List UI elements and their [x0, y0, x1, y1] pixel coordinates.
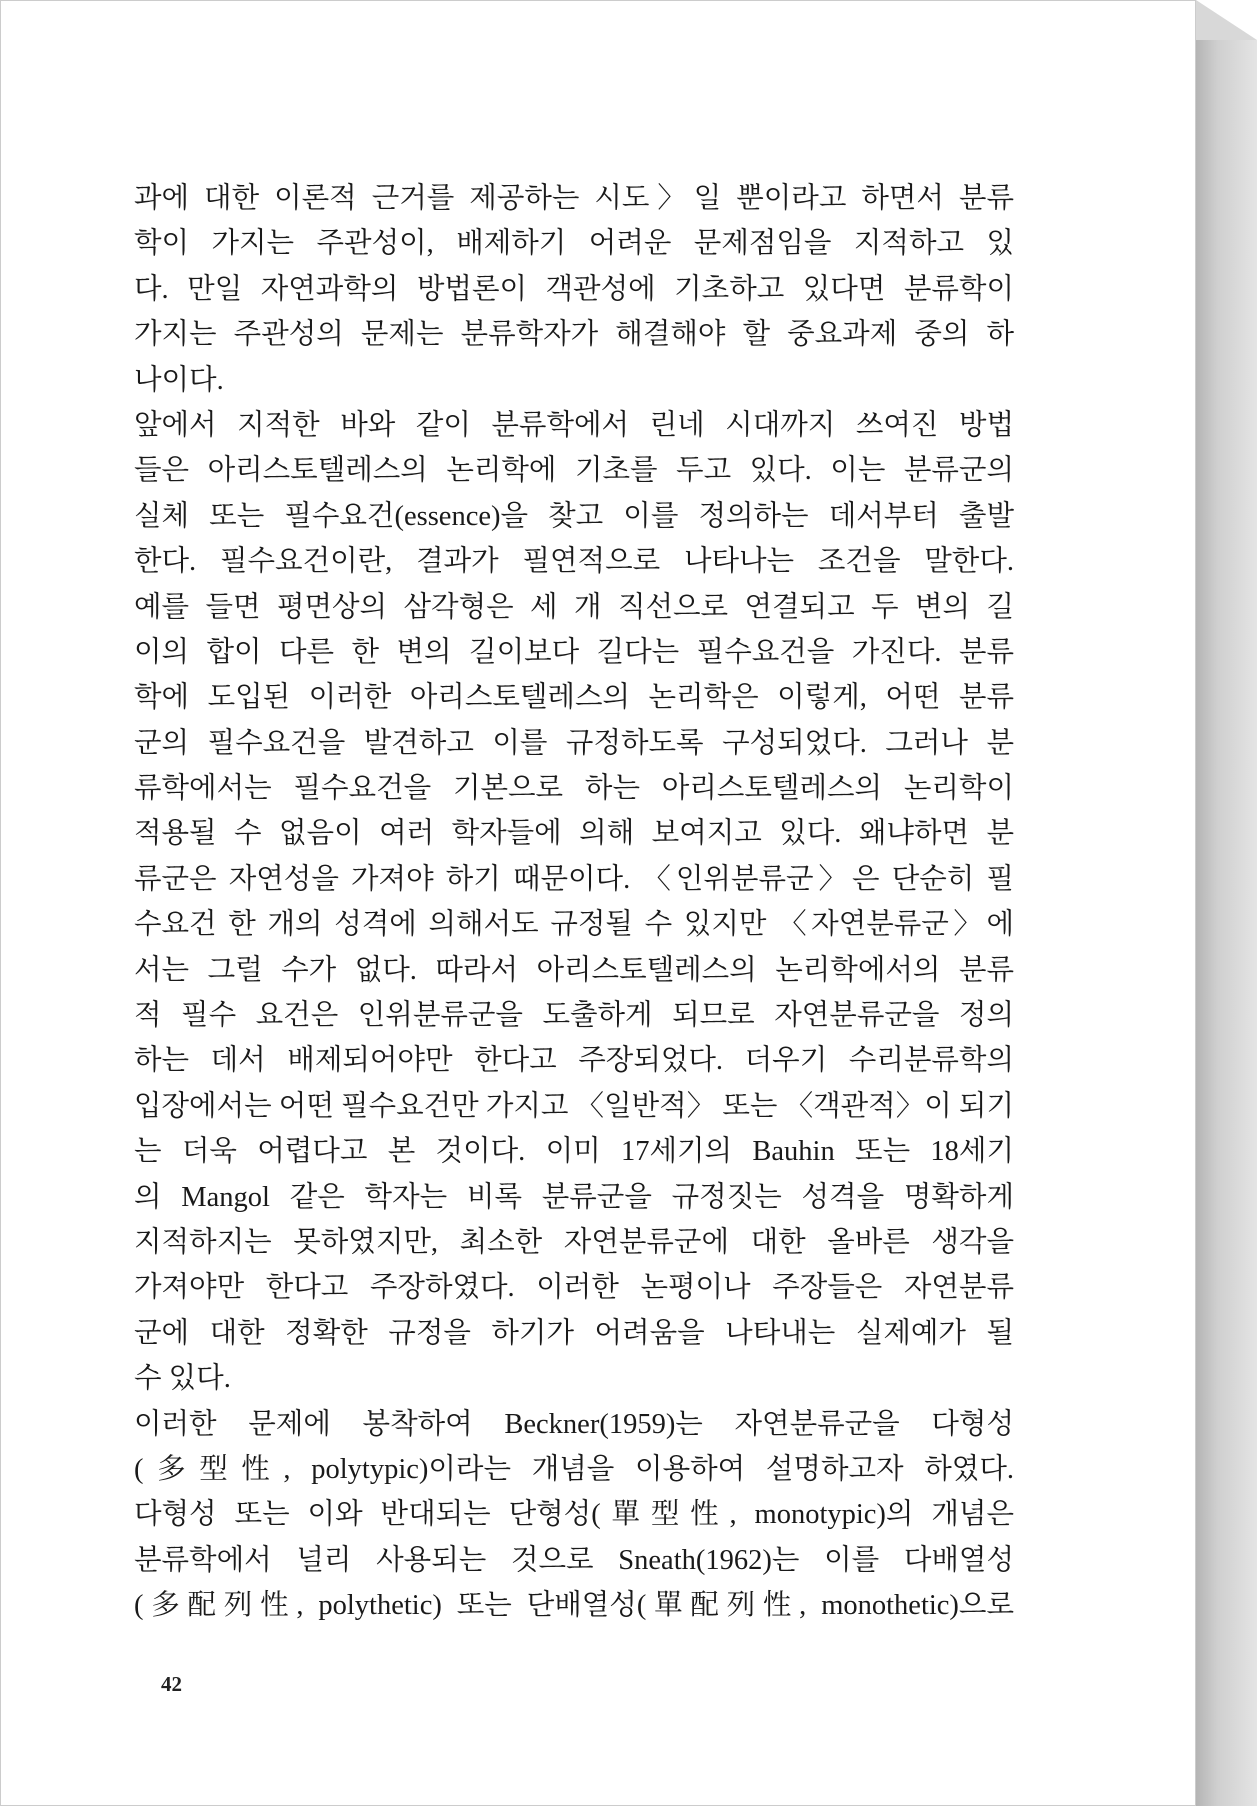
text-line: (多配列性, polythetic) 또는 단배열성(單配列性, monothetic)으로: [134, 1590, 1014, 1622]
body-text: [134, 176, 1014, 1629]
text-line: 입장에서는 어떤 필수요건만 가지고 〈일반적〉 또는 〈객관적〉이 되기: [134, 1090, 1014, 1122]
text-line: 이러한 문제에 봉착하여 Beckner(1959)는 자연분류군을 다형성: [134, 1408, 1014, 1440]
text-line: 류군은 자연성을 가져야 하기 때문이다. 〈인위분류군〉은 단순히 필: [134, 863, 1014, 895]
text-line: 나이다.: [134, 364, 224, 396]
text-line: 과에 대한 이론적 근거를 제공하는 시도〉일 뿐이라고 하면서 분류: [134, 183, 1014, 214]
text-line: 학에 도입된 이러한 아리스토텔레스의 논리학은 이렇게, 어떤 분류: [134, 682, 1014, 714]
text-line: 서는 그럴 수가 없다. 따라서 아리스토텔레스의 논리학에서의 분류: [134, 954, 1014, 986]
text-line: 이의 합이 다른 한 변의 길이보다 길다는 필수요건을 가진다. 분류: [134, 636, 1014, 668]
text-line: 한다. 필수요건이란, 결과가 필연적으로 나타나는 조건을 말한다.: [134, 546, 1014, 578]
page-number: 42: [161, 1672, 182, 1696]
text-line: 학이 가지는 주관성이, 배제하기 어려운 문제점임을 지적하고 있: [134, 228, 1014, 260]
text-line: 수 있다.: [134, 1363, 231, 1395]
text-line: (多型性, polytypic)이라는 개념을 이용하여 설명하고자 하였다.: [134, 1453, 1014, 1485]
text-line: 류학에서는 필수요건을 기본으로 하는 아리스토텔레스의 논리학이: [134, 773, 1014, 805]
text-line: 분류학에서 널리 사용되는 것으로 Sneath(1962)는 이를 다배열성: [134, 1544, 1014, 1576]
text-line: 지적하지는 못하였지만, 최소한 자연분류군에 대한 올바른 생각을: [134, 1226, 1014, 1258]
text-line: 는 더욱 어렵다고 본 것이다. 이미 17세기의 Bauhin 또는 18세기: [134, 1136, 1014, 1168]
text-line: 들은 아리스토텔레스의 논리학에 기초를 두고 있다. 이는 분류군의: [134, 455, 1014, 487]
text-line: 군의 필수요건을 발견하고 이를 규정하도록 구성되었다. 그러나 분: [134, 727, 1014, 759]
text-line: 군에 대한 정확한 규정을 하기가 어려움을 나타내는 실제예가 될: [134, 1317, 1014, 1349]
text-line: 가져야만 한다고 주장하였다. 이러한 논평이나 주장들은 자연분류: [134, 1272, 1014, 1304]
text-line: 하는 데서 배제되어야만 한다고 주장되었다. 더우기 수리분류학의: [134, 1045, 1014, 1077]
text-line: 다. 만일 자연과학의 방법론이 객관성에 기초하고 있다면 분류학이: [134, 273, 1014, 305]
text-line: 적용될 수 없음이 여러 학자들에 의해 보여지고 있다. 왜냐하면 분: [134, 818, 1014, 850]
text-line: 가지는 주관성의 문제는 분류학자가 해결해야 할 중요과제 중의 하: [134, 319, 1014, 351]
text-line: 수요건 한 개의 성격에 의해서도 규정될 수 있지만 〈자연분류군〉에: [134, 909, 1014, 941]
text-line: 실체 또는 필수요건(essence)을 찾고 이를 정의하는 데서부터 출발: [134, 500, 1014, 532]
text-line: 앞에서 지적한 바와 같이 분류학에서 린네 시대까지 쓰여진 방법: [134, 409, 1014, 441]
text-line: 예를 들면 평면상의 삼각형은 세 개 직선으로 연결되고 두 변의 길: [134, 591, 1014, 623]
text-line: 적 필수 요건은 인위분류군을 도출하게 되므로 자연분류군을 정의: [134, 1000, 1014, 1032]
page-edge-shadow: [1196, 40, 1257, 1806]
text-line: 의 Mangol 같은 학자는 비록 분류군을 규정짓는 성격을 명확하게: [134, 1181, 1014, 1213]
text-line: 다형성 또는 이와 반대되는 단형성(單型性, monotypic)의 개념은: [134, 1499, 1014, 1531]
page-edge-top: [1196, 0, 1257, 40]
